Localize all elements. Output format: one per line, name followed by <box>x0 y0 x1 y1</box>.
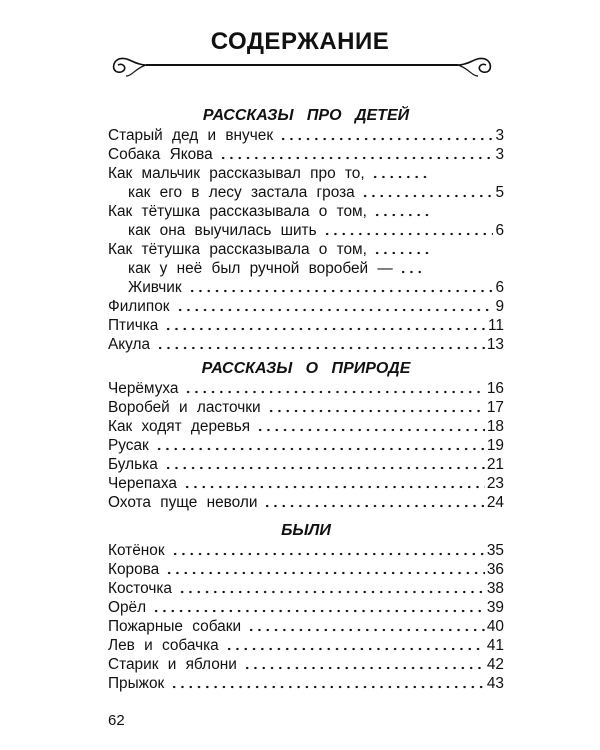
entry-title: Старик и яблони <box>108 656 237 673</box>
entry-title: Филипок <box>108 298 170 315</box>
toc-entry <box>108 240 504 259</box>
dot-leader <box>152 609 485 613</box>
dot-leader <box>188 289 494 293</box>
dot-leader <box>176 308 494 312</box>
entry-title: как его в лесу застала гроза <box>128 184 355 201</box>
entry-page: 9 <box>495 298 504 315</box>
entry-page: 39 <box>486 599 504 616</box>
toc-entry <box>108 493 504 512</box>
toc-entry <box>108 655 504 674</box>
entry-page: 42 <box>486 656 504 673</box>
dot-leader <box>243 666 485 670</box>
entry-title: Прыжок <box>108 675 165 692</box>
entry-page: 13 <box>486 336 504 353</box>
entry-page: 40 <box>486 618 504 635</box>
entry-title: Косточка <box>108 580 172 597</box>
entry-page: 5 <box>495 184 504 201</box>
toc-entry-continuation <box>108 259 504 278</box>
toc-entry <box>108 474 504 493</box>
section-heading: БЫЛИ <box>281 522 331 539</box>
page-number: 62 <box>108 712 125 729</box>
dot-leader <box>184 390 484 394</box>
toc-section <box>108 541 504 693</box>
section-heading: РАССКАЗЫ ПРО ДЕТЕЙ <box>202 107 410 124</box>
dot-leader <box>164 327 486 331</box>
toc-entry <box>108 560 504 579</box>
entry-page: 11 <box>488 317 504 334</box>
dot-leader <box>183 485 485 489</box>
dot-leader <box>373 251 431 255</box>
dot-leader <box>373 213 431 217</box>
entry-page: 36 <box>486 561 504 578</box>
entry-title: Живчик <box>128 279 182 296</box>
entry-title: Пожарные собаки <box>108 618 242 635</box>
entry-title: Русак <box>108 437 149 454</box>
entry-title: Булька <box>108 456 158 473</box>
entry-page: 43 <box>486 675 504 692</box>
entry-title: Корова <box>108 561 160 578</box>
dot-leader <box>155 447 485 451</box>
entry-page: 24 <box>486 494 504 511</box>
entry-title: Черепаха <box>108 475 177 492</box>
dot-leader <box>219 156 494 160</box>
entry-title: как она выучилась шить <box>128 222 317 239</box>
toc-entry <box>108 316 504 335</box>
toc-entry <box>108 297 504 316</box>
entry-title: Акула <box>108 336 151 353</box>
entry-page: 41 <box>486 637 504 654</box>
dot-leader <box>323 232 494 236</box>
entry-title: Собака Якова <box>108 146 213 163</box>
entry-title: Черёмуха <box>108 380 179 397</box>
toc-entry <box>108 579 504 598</box>
dot-leader <box>170 685 485 689</box>
dot-leader <box>399 270 425 274</box>
toc-entry <box>108 398 504 417</box>
entry-title: Лев и собачка <box>108 637 219 654</box>
toc-entry <box>108 379 504 398</box>
entry-title: Как ходят деревья <box>108 418 251 435</box>
entry-title: Котёнок <box>108 542 165 559</box>
toc-section <box>108 379 504 512</box>
entry-title: Птичка <box>108 317 159 334</box>
dot-leader <box>164 466 485 470</box>
dot-leader <box>247 628 485 632</box>
page-title: СОДЕРЖАНИЕ <box>210 28 390 55</box>
entry-page: 3 <box>495 127 504 144</box>
entry-page: 38 <box>486 580 504 597</box>
entry-title: Как тётушка рассказывала о том, <box>108 203 367 220</box>
toc-entry <box>108 126 504 145</box>
toc-entry <box>108 335 504 354</box>
toc-entry <box>108 598 504 617</box>
entry-title: как у неё был ручной воробей — <box>128 260 393 277</box>
toc-entry-continuation <box>108 183 504 202</box>
entry-page: 16 <box>486 380 504 397</box>
entry-title: Старый дед и внучек <box>108 127 274 144</box>
entry-title: Как тётушка рассказывала о том, <box>108 241 367 258</box>
toc-entry <box>108 436 504 455</box>
dot-leader <box>225 647 485 651</box>
toc-entry <box>108 417 504 436</box>
toc-entry <box>108 636 504 655</box>
toc-entry <box>108 145 504 164</box>
toc-entry <box>108 617 504 636</box>
dot-leader <box>279 137 493 141</box>
entry-page: 18 <box>486 418 504 435</box>
entry-page: 17 <box>486 399 504 416</box>
entry-title: Как мальчик рассказывал про то, <box>108 165 365 182</box>
entry-title: Орёл <box>108 599 147 616</box>
toc-entry <box>108 455 504 474</box>
dot-leader <box>165 571 485 575</box>
dot-leader <box>371 175 431 179</box>
dot-leader <box>178 590 485 594</box>
toc-section <box>108 126 504 354</box>
entry-page: 21 <box>486 456 504 473</box>
entry-page: 6 <box>495 279 504 296</box>
toc-entry <box>108 164 504 183</box>
ornament-divider <box>106 50 498 80</box>
section-heading: РАССКАЗЫ О ПРИРОДЕ <box>201 360 411 377</box>
dot-leader <box>256 428 485 432</box>
entry-page: 6 <box>495 222 504 239</box>
dot-leader <box>263 504 484 508</box>
entry-page: 3 <box>495 146 504 163</box>
toc-entry-continuation <box>108 278 504 297</box>
dot-leader <box>171 552 485 556</box>
toc-entry <box>108 541 504 560</box>
dot-leader <box>156 346 485 350</box>
dot-leader <box>361 194 494 198</box>
entry-page: 23 <box>486 475 504 492</box>
entry-title: Охота пуще неволи <box>108 494 258 511</box>
entry-page: 35 <box>486 542 504 559</box>
toc-entry-continuation <box>108 221 504 240</box>
entry-page: 19 <box>486 437 504 454</box>
toc-entry <box>108 674 504 693</box>
dot-leader <box>267 409 485 413</box>
toc-entry <box>108 202 504 221</box>
entry-title: Воробей и ласточки <box>108 399 261 416</box>
